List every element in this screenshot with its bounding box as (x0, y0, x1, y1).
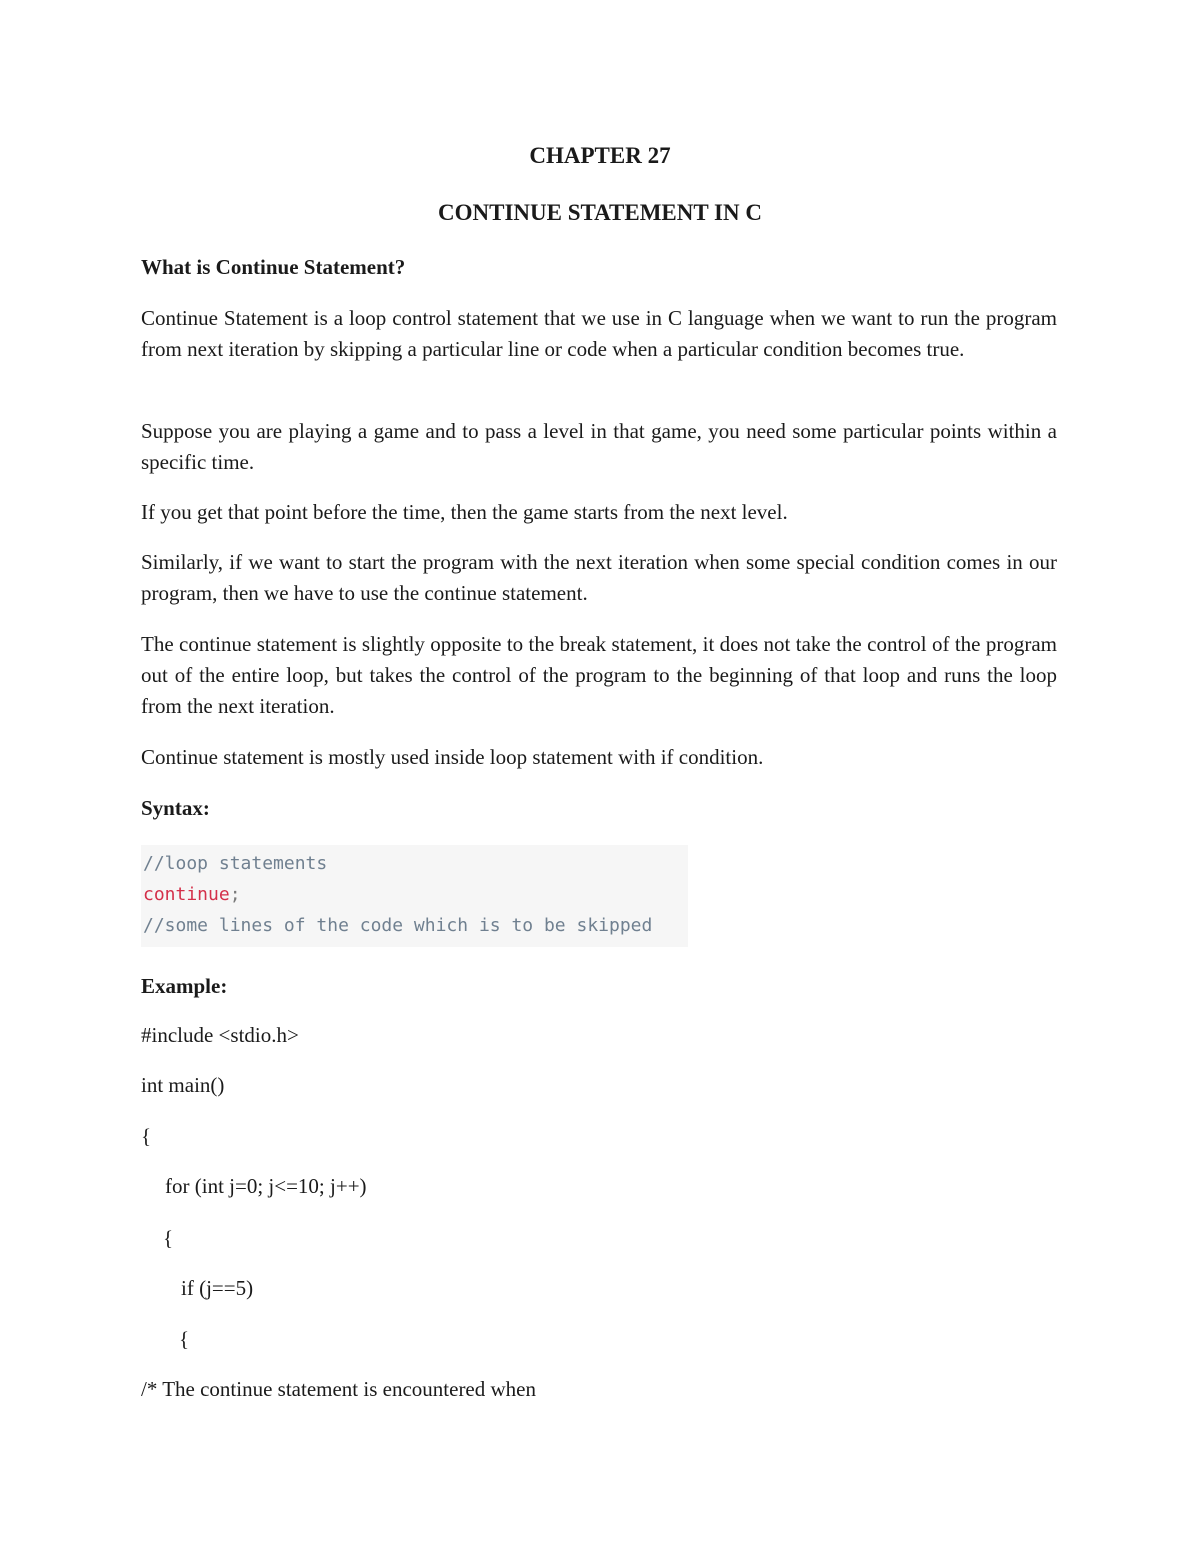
example-line: { (141, 1124, 152, 1148)
page-title: CONTINUE STATEMENT IN C (438, 200, 762, 225)
paragraph-usage: Continue statement is mostly used inside loop statement with if condition. (141, 745, 764, 769)
chapter-heading: CHAPTER 27 (529, 143, 671, 168)
example-line: /* The continue statement is encountered when (141, 1377, 536, 1401)
paragraph-game-example: Suppose you are playing a game and to pass a level in that game, you need some particular points within a specific time. (141, 419, 1057, 474)
example-line: for (int j=0; j<=10; j++) (165, 1174, 367, 1198)
code-semicolon: ; (229, 884, 241, 905)
paragraph-opposite-break: The continue statement is slightly opposite to the break statement, it does not take the control of the program out of the entire loop, but takes the control of the program to the beginning of that loop and runs the loop from the next iteration. (141, 632, 1057, 718)
syntax-code-block (141, 845, 688, 947)
question-heading: What is Continue Statement? (141, 255, 406, 279)
code-comment-loop: //loop statements (143, 853, 328, 874)
example-line: int main() (141, 1073, 225, 1097)
example-line: #include <stdio.h> (141, 1023, 299, 1047)
code-continue-line (143, 884, 241, 905)
syntax-heading: Syntax: (141, 796, 210, 820)
paragraph-next-level: If you get that point before the time, then the game starts from the next level. (141, 500, 788, 524)
code-continue-keyword: continue (143, 884, 230, 905)
example-heading: Example: (141, 974, 228, 998)
example-line: if (j==5) (181, 1276, 254, 1300)
paragraph-definition: Continue Statement is a loop control statement that we use in C language when we want to run the program from next iteration by skipping a particular line or code when a particular condition becomes true. (141, 306, 1057, 361)
code-comment-skipped: //some lines of the code which is to be skipped (143, 915, 653, 936)
example-line: { (163, 1226, 174, 1250)
paragraph-similarly: Similarly, if we want to start the program with the next iteration when some special condition comes in our program, then we have to use the continue statement. (141, 550, 1057, 605)
example-line: { (179, 1327, 190, 1351)
